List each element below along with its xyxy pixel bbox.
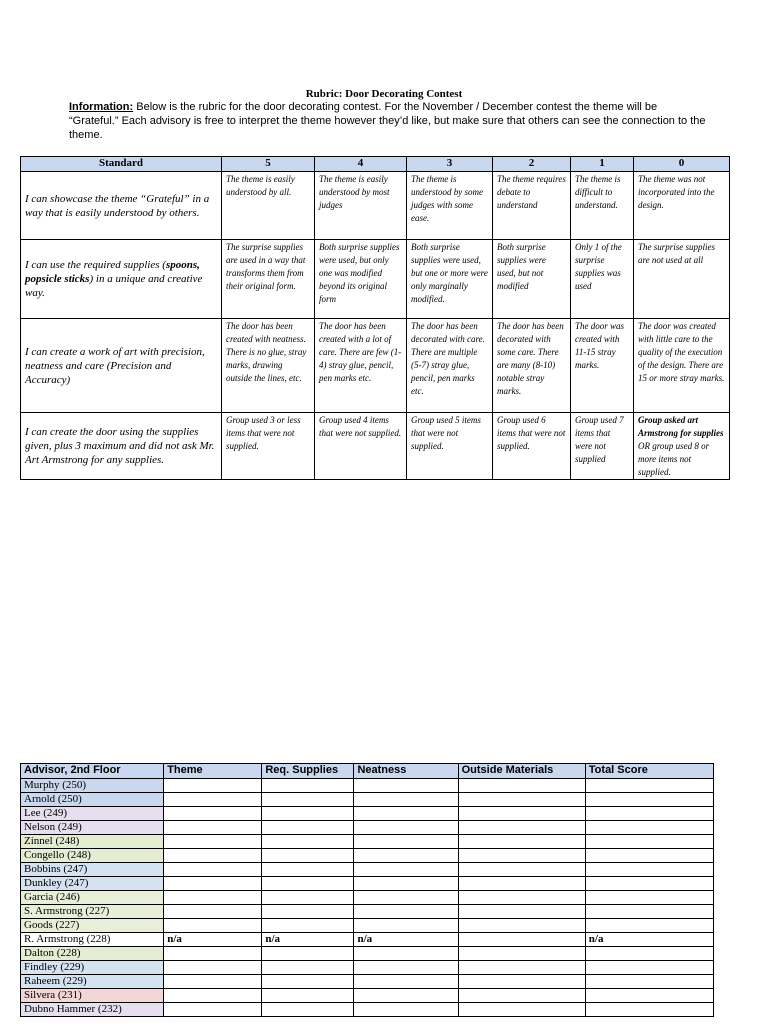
score-cell[interactable]: n/a — [354, 933, 458, 947]
table-row — [21, 989, 714, 1003]
rubric-cell: The door has been created with neatness. There is no glue, stray marks, drawing outside the lines, etc. — [222, 319, 315, 413]
rubric-cell: The theme requires debate to understand — [493, 172, 571, 240]
rubric-cell: The theme is easily understood by most judges — [315, 172, 407, 240]
score-cell[interactable] — [164, 1003, 262, 1017]
score-cell[interactable] — [262, 989, 354, 1003]
score-cell[interactable] — [262, 975, 354, 989]
standard-text: ) in a unique and creative way. — [25, 273, 203, 299]
score-cell[interactable] — [458, 807, 585, 821]
score-cell[interactable] — [354, 919, 458, 933]
score-cell[interactable] — [164, 821, 262, 835]
score-cell[interactable] — [354, 1003, 458, 1017]
score-header-supplies: Req. Supplies — [262, 764, 354, 779]
score-cell[interactable] — [262, 905, 354, 919]
score-cell[interactable] — [164, 849, 262, 863]
rubric-header-2: 2 — [493, 157, 571, 172]
score-cell[interactable]: n/a — [262, 933, 354, 947]
score-cell[interactable] — [164, 807, 262, 821]
rubric-row-outside-materials — [21, 413, 730, 480]
score-cell[interactable] — [262, 961, 354, 975]
score-cell[interactable] — [164, 919, 262, 933]
rubric-standard-theme: I can showcase the theme “Grateful” in a way that is easily understood by others. — [21, 172, 222, 240]
advisor-name-cell: Goods (227) — [21, 919, 164, 933]
advisor-name-cell: Dubno Hammer (232) — [21, 1003, 164, 1017]
rubric-cell: The door has been decorated with care. There are multiple (5-7) stray glue, pencil, pen marks etc. — [407, 319, 493, 413]
score-cell[interactable] — [585, 891, 713, 905]
score-cell[interactable] — [458, 877, 585, 891]
rubric-text: OR group used 8 or more items not supplied. — [638, 441, 710, 477]
score-cell[interactable] — [585, 905, 713, 919]
standard-text: I can use the required supplies ( — [25, 259, 166, 271]
rubric-cell: The surprise supplies are used in a way that transforms them from their original form. — [222, 240, 315, 319]
rubric-header-3: 3 — [407, 157, 493, 172]
score-cell[interactable] — [354, 905, 458, 919]
rubric-cell: Both surprise supplies were used, but one or more were only marginally modified. — [407, 240, 493, 319]
score-cell[interactable] — [262, 877, 354, 891]
score-cell[interactable] — [458, 835, 585, 849]
rubric-row-neatness — [21, 319, 730, 413]
table-row — [21, 877, 714, 891]
rubric-cell: Group used 7 items that were not supplied — [571, 413, 634, 480]
score-cell[interactable] — [354, 989, 458, 1003]
advisor-name-cell: Bobbins (247) — [21, 863, 164, 877]
score-cell[interactable] — [354, 947, 458, 961]
rubric-cell: The door has been decorated with some care. There are many (8-10) notable stray marks. — [493, 319, 571, 413]
rubric-standard-outside-materials: I can create the door using the supplies given, plus 3 maximum and did not ask Mr. Art Armstrong for any supplies. — [21, 413, 222, 480]
score-cell[interactable] — [585, 807, 713, 821]
table-row — [21, 975, 714, 989]
rubric-header-standard: Standard — [21, 157, 222, 172]
rubric-cell: The door was created with little care to the quality of the execution of the design. There are 15 or more stray marks. — [634, 319, 730, 413]
score-cell[interactable] — [262, 793, 354, 807]
score-cell[interactable] — [458, 905, 585, 919]
score-cell[interactable] — [164, 891, 262, 905]
rubric-cell: Group used 4 items that were not supplied. — [315, 413, 407, 480]
score-cell[interactable] — [458, 947, 585, 961]
information-paragraph — [69, 100, 709, 142]
table-row — [21, 779, 714, 793]
page-title: Rubric: Door Decorating Contest — [305, 88, 463, 100]
score-cell[interactable] — [585, 989, 713, 1003]
rubric-standard-supplies — [21, 240, 222, 319]
advisor-name-cell: Raheem (229) — [21, 975, 164, 989]
score-cell[interactable] — [262, 849, 354, 863]
score-cell[interactable] — [262, 863, 354, 877]
score-cell[interactable] — [585, 849, 713, 863]
rubric-header-5: 5 — [222, 157, 315, 172]
information-label: Information: — [69, 101, 134, 113]
score-cell[interactable] — [262, 835, 354, 849]
advisor-name-cell: Murphy (250) — [21, 779, 164, 793]
advisor-name-cell: Dunkley (247) — [21, 877, 164, 891]
score-cell[interactable] — [458, 933, 585, 947]
table-row — [21, 919, 714, 933]
advisor-name-cell: Congello (248) — [21, 849, 164, 863]
score-cell[interactable] — [585, 1003, 713, 1017]
score-cell[interactable] — [262, 779, 354, 793]
score-table — [20, 763, 714, 1017]
score-cell[interactable] — [585, 919, 713, 933]
score-header-advisor: Advisor, 2nd Floor — [21, 764, 164, 779]
score-cell[interactable] — [262, 947, 354, 961]
score-cell[interactable] — [164, 863, 262, 877]
table-row — [21, 891, 714, 905]
score-cell[interactable] — [164, 793, 262, 807]
score-cell[interactable] — [354, 821, 458, 835]
score-cell[interactable] — [585, 779, 713, 793]
score-cell[interactable] — [585, 877, 713, 891]
table-row — [21, 849, 714, 863]
advisor-name-cell: Nelson (249) — [21, 821, 164, 835]
rubric-row-theme — [21, 172, 730, 240]
score-header-outside-materials: Outside Materials — [458, 764, 585, 779]
score-cell[interactable] — [164, 779, 262, 793]
score-cell[interactable] — [458, 821, 585, 835]
score-header-neatness: Neatness — [354, 764, 458, 779]
score-cell[interactable] — [164, 975, 262, 989]
rubric-cell: The door was created with 11-15 stray marks. — [571, 319, 634, 413]
score-cell[interactable] — [458, 779, 585, 793]
score-cell[interactable] — [164, 905, 262, 919]
rubric-cell: The theme was not incorporated into the design. — [634, 172, 730, 240]
advisor-name-cell: Arnold (250) — [21, 793, 164, 807]
rubric-standard-neatness: I can create a work of art with precision, neatness and care (Precision and Accuracy) — [21, 319, 222, 413]
rubric-cell — [634, 413, 730, 480]
advisor-name-cell: S. Armstrong (227) — [21, 905, 164, 919]
table-row — [21, 821, 714, 835]
score-cell[interactable] — [354, 863, 458, 877]
score-header-total: Total Score — [585, 764, 713, 779]
rubric-cell: The theme is difficult to understand. — [571, 172, 634, 240]
score-header-row — [21, 764, 714, 779]
rubric-header-0: 0 — [634, 157, 730, 172]
table-row — [21, 961, 714, 975]
score-cell[interactable] — [585, 947, 713, 961]
score-cell[interactable] — [354, 849, 458, 863]
rubric-row-supplies — [21, 240, 730, 319]
rubric-cell: The theme is understood by some judges with some ease. — [407, 172, 493, 240]
score-cell[interactable] — [262, 1003, 354, 1017]
score-cell[interactable] — [458, 849, 585, 863]
score-cell[interactable] — [354, 807, 458, 821]
score-cell[interactable] — [585, 975, 713, 989]
score-cell[interactable] — [458, 961, 585, 975]
score-cell[interactable] — [262, 807, 354, 821]
score-cell[interactable]: n/a — [585, 933, 713, 947]
score-cell[interactable] — [458, 919, 585, 933]
table-row — [21, 1003, 714, 1017]
score-cell[interactable] — [458, 793, 585, 807]
advisor-name-cell: Lee (249) — [21, 807, 164, 821]
advisor-name-cell: Garcia (246) — [21, 891, 164, 905]
score-cell[interactable] — [354, 779, 458, 793]
score-cell[interactable] — [585, 821, 713, 835]
rubric-header-1: 1 — [571, 157, 634, 172]
score-header-theme: Theme — [164, 764, 262, 779]
rubric-cell: Group used 5 items that were not supplied. — [407, 413, 493, 480]
rubric-cell: The theme is easily understood by all. — [222, 172, 315, 240]
advisor-name-cell: Zinnel (248) — [21, 835, 164, 849]
table-row — [21, 835, 714, 849]
score-cell[interactable] — [458, 1003, 585, 1017]
table-row — [21, 793, 714, 807]
rubric-cell: The door has been created with a lot of care. There are few (1-4) stray glue, pencil, pen marks etc. — [315, 319, 407, 413]
score-cell[interactable] — [164, 877, 262, 891]
score-cell[interactable] — [458, 989, 585, 1003]
rubric-cell: The surprise supplies are not used at all — [634, 240, 730, 319]
score-cell[interactable] — [354, 975, 458, 989]
score-cell[interactable] — [164, 961, 262, 975]
score-cell[interactable] — [354, 877, 458, 891]
score-cell[interactable] — [585, 961, 713, 975]
score-cell[interactable] — [262, 891, 354, 905]
advisor-name-cell: Silvera (231) — [21, 989, 164, 1003]
score-cell[interactable] — [164, 989, 262, 1003]
score-cell[interactable] — [585, 863, 713, 877]
table-row — [21, 933, 714, 947]
information-text: Below is the rubric for the door decorating contest. For the November / December contest the theme will be “Grateful.” Each advisory is free to interpret the theme however they’d like, but make sure that others can see the connection to the theme. — [69, 101, 706, 141]
advisor-name-cell: Findley (229) — [21, 961, 164, 975]
standard-bold-text: spoons, popsicle sticks — [25, 259, 200, 285]
score-cell[interactable] — [262, 919, 354, 933]
rubric-cell: Both surprise supplies were used, but not modified — [493, 240, 571, 319]
score-cell[interactable] — [354, 961, 458, 975]
score-cell[interactable] — [262, 821, 354, 835]
advisor-name-cell: Dalton (228) — [21, 947, 164, 961]
table-row — [21, 807, 714, 821]
score-cell[interactable] — [354, 793, 458, 807]
table-row — [21, 863, 714, 877]
score-cell[interactable] — [458, 975, 585, 989]
score-cell[interactable] — [585, 835, 713, 849]
rubric-header-row — [21, 157, 730, 172]
rubric-header-4: 4 — [315, 157, 407, 172]
score-cell[interactable] — [354, 891, 458, 905]
rubric-cell: Group used 3 or less items that were not supplied. — [222, 413, 315, 480]
rubric-cell: Only 1 of the surprise supplies was used — [571, 240, 634, 319]
table-row — [21, 905, 714, 919]
score-cell[interactable]: n/a — [164, 933, 262, 947]
score-cell[interactable] — [585, 793, 713, 807]
rubric-bold-text: Group asked art Armstrong for supplies — [638, 415, 724, 438]
rubric-cell: Both surprise supplies were used, but only one was modified beyond its original form — [315, 240, 407, 319]
score-cell[interactable] — [164, 835, 262, 849]
score-cell[interactable] — [458, 891, 585, 905]
table-row — [21, 947, 714, 961]
rubric-cell: Group used 6 items that were not supplied. — [493, 413, 571, 480]
rubric-table — [20, 156, 730, 480]
score-cell[interactable] — [458, 863, 585, 877]
score-cell[interactable] — [164, 947, 262, 961]
score-cell[interactable] — [354, 835, 458, 849]
advisor-name-cell: R. Armstrong (228) — [21, 933, 164, 947]
